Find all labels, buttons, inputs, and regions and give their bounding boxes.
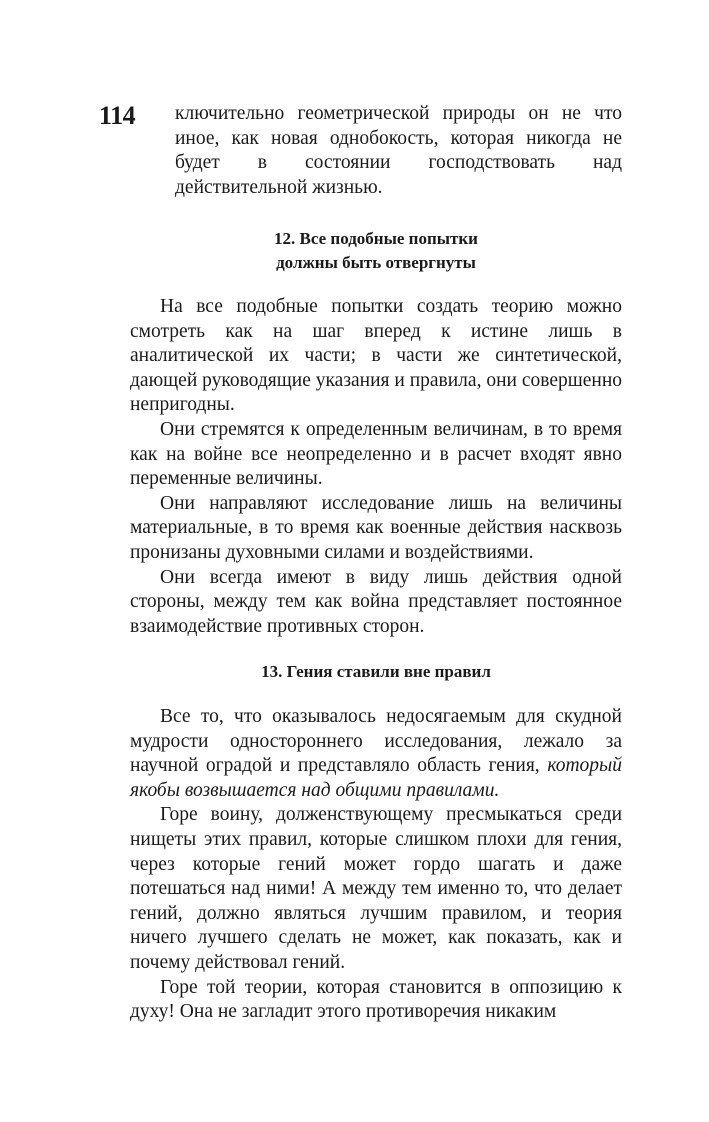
section-12-paragraph-2: Они стремятся к определенным величинам, в то время как на войне все неопределенно и в расчет входят явно переменные величины. bbox=[130, 418, 622, 490]
continuation-paragraph bbox=[175, 102, 622, 200]
section-13-paragraph-2: Горе воину, долженствующему пресмыкаться среди нищеты этих правил, которые слишком плохи для гения, через которые гений может гордо шагать и даже потешаться над ними! А между тем именно то, что делает гений, должно являться лучшим правилом, и теория ничего лучшего сделать не может, как показать, как и почему действовал гений. bbox=[130, 804, 622, 973]
section-12-paragraph-3: Они направляют исследование лишь на величины материальные, в то время как военные действия насквозь пронизаны духовными силами и воздействиями. bbox=[130, 492, 622, 563]
section-13-body bbox=[130, 705, 622, 1025]
section-13-title: 13. Гения ставили вне правил bbox=[261, 662, 491, 681]
section-12-body bbox=[130, 295, 622, 639]
section-12-title-line-1: 12. Все подобные попытки bbox=[274, 229, 478, 248]
section-13-paragraph-3: Горе той теории, которая становится в оппозицию к духу! Она не загладит этого противоречия никаким bbox=[130, 976, 622, 1023]
section-13-paragraph-1-italic: который якобы возвышается над общими правилами. bbox=[130, 755, 622, 801]
continuation-text: ключительно геометрической природы он не что иное, как новая однобокость, которая никогда не будет в состоянии господствовать над действительной жизнью. bbox=[175, 103, 622, 198]
section-13-heading bbox=[130, 660, 622, 684]
page-number: 114 bbox=[99, 101, 136, 130]
section-13-paragraph-1-regular: Все то, что оказывалось недосягаемым для скудной мудрости одностороннего исследования, лежало за научной оградой и представляло область гения, bbox=[130, 706, 622, 777]
section-12-heading bbox=[130, 227, 622, 275]
section-13-paragraph-1 bbox=[130, 705, 622, 803]
section-12-paragraph-4: Они всегда имеют в виду лишь действия одной стороны, между тем как война представляет постоянное взаимодействие противных сторон. bbox=[130, 566, 622, 637]
section-12-paragraph-1: На все подобные попытки создать теорию можно смотреть как на шаг вперед к истине лишь в аналитической их части; в части же синтетической, дающей руководящие указания и правила, они совершенно непригодны. bbox=[130, 296, 623, 416]
section-12-title-line-2: должны быть отвергнуты bbox=[276, 253, 476, 272]
